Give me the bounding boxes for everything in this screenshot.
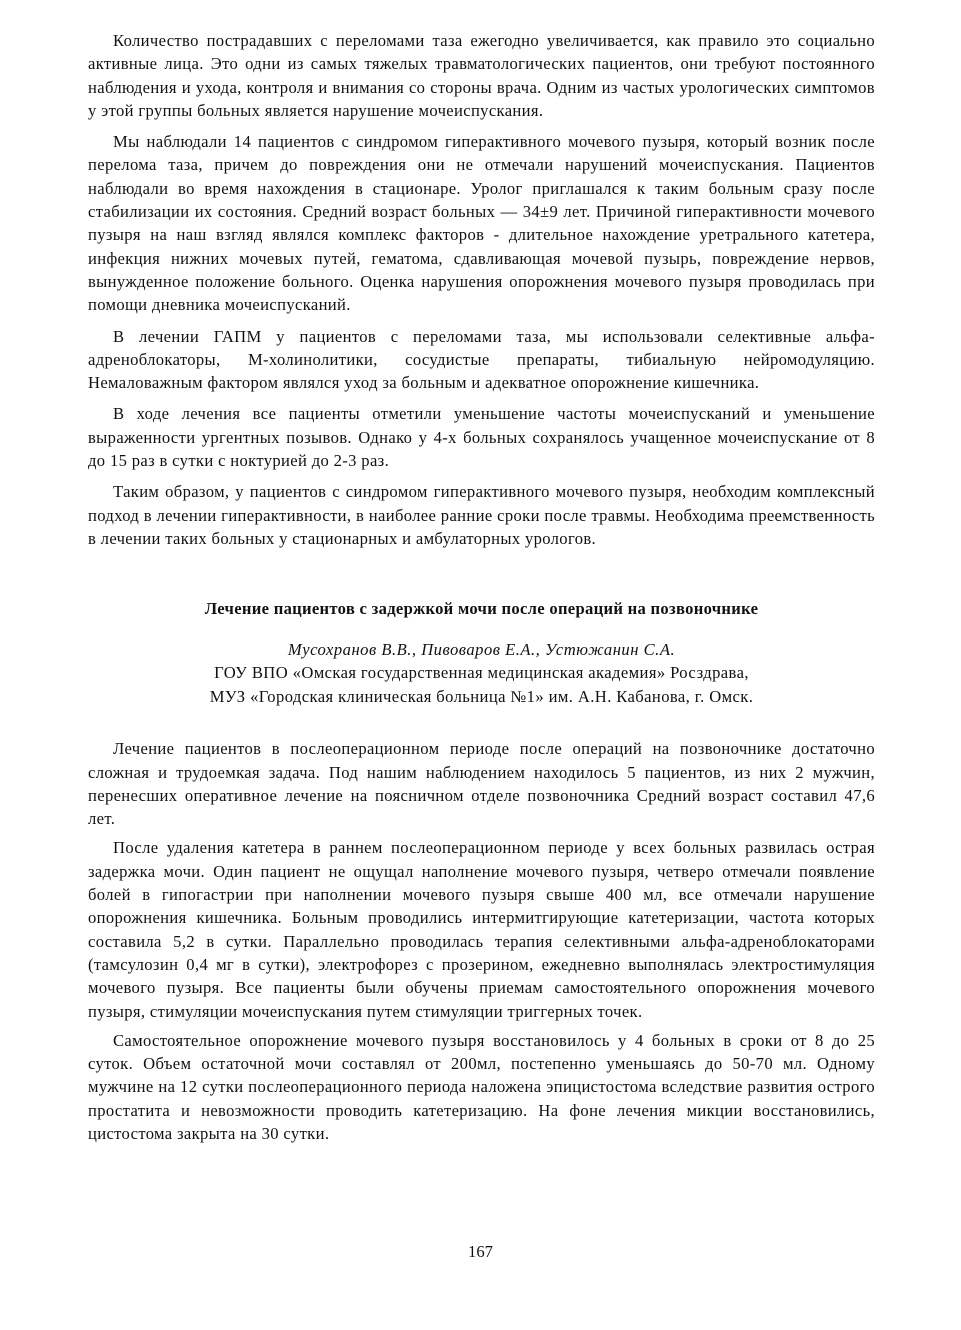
affiliation-block [88, 661, 875, 709]
body-paragraph: В ходе лечения все пациенты отметили уменьшение частоты мочеиспусканий и уменьшение выраженности ургентных позывов. Однако у 4-х больных сохранялось учащенное мочеиспускание от 8 до 15 раз в сутки с ноктурией до 2-3 раз. [88, 404, 875, 471]
body-paragraph: В лечении ГАПМ у пациентов с переломами таза, мы использовали селективные альфа-адреноблокаторы, М-холинолитики, сосудистые препараты, тибиальную нейромодуляцию. Немаловажным фактором являлся уход за больным и адекватное опорожнение кишечника. [88, 326, 875, 393]
article-authors: Мусохранов В.В., Пивоваров Е.А., Устюжанин С.А. [287, 640, 676, 660]
page-number: 167 [468, 1242, 493, 1261]
affiliation-line: ГОУ ВПО «Омская государственная медицинская академия» Росздрава, [214, 663, 749, 683]
body-paragraph: Самостоятельное опорожнение мочевого пузыря восстановилось у 4 больных в сроки от 8 до 25 суток. Объем остаточной мочи составлял от 200мл, постепенно уменьшаясь до 50-70 мл. Одному мужчине на 12 сутки послеоперационного периода наложена эпицистостома вследствие развития острого простатита и невозможности проводить катетеризацию. На фоне лечения микции восстановились, цистостома закрыта на 30 сутки. [88, 1030, 875, 1143]
body-paragraph: Количество пострадавших с переломами таза ежегодно увеличивается, как правило это социально активные лица. Это одни из самых тяжелых травматологических пациентов, они требуют постоянного наблюдения и ухода, контроля и внимания со стороны врача. Одним из частых урологических симптомов у этой группы больных является нарушение мочеиспускания. [88, 31, 875, 120]
body-paragraph: Таким образом, у пациентов с синдромом гиперактивного мочевого пузыря, необходим комплексный подход в лечении гиперактивности, в наиболее ранние сроки после травмы. Необходима преемственность в лечении таких больных у стационарных и амбулаторных урологов. [88, 482, 875, 548]
article-previous-continuation [88, 29, 875, 550]
affiliation-line: МУЗ «Городская клиническая больница №1» им. А.Н. Кабанова, г. Омск. [209, 687, 754, 707]
body-paragraph: Лечение пациентов в послеоперационном периоде после операций на позвоночнике достаточно сложная и трудоемкая задача. Под нашим наблюдением находилось 5 пациентов, из них 2 мужчин, перенесших оперативное лечение на поясничном отделе позвоночника Средний возраст составил 47,6 лет. [88, 739, 875, 829]
article-title: Лечение пациентов с задержкой мочи после операций на позвоночнике [204, 599, 759, 619]
body-paragraph: После удаления катетера в раннем послеоперационном периоде у всех больных развилась острая задержка мочи. Один пациент не ощущал наполнение мочевого пузыря, четверо отмечали появление болей в гипогастрии при наполнении мочевого пузыря свыше 400 мл, все отмечали нарушение опорожнения кишечника. Больным проводились интермитгирующие катетеризации, частота которых составила 5,2 в сутки. Параллельно проводилась терапия селективными альфа-адреноблокаторами (тамсулозин 0,4 мг в сутки), электрофорез с прозерином, ежедневно выполнялась электростимуляция мочевого пузыря. Все пациенты были обучены приемам самостоятельного опорожнения мочевого пузыря, стимуляции мочеиспускания путем стимуляции триггерных точек. [88, 838, 875, 1021]
body-paragraph: Мы наблюдали 14 пациентов с синдромом гиперактивного мочевого пузыря, который возник после перелома таза, причем до повреждения они не отмечали нарушений мочеиспускания. Пациентов наблюдали во время нахождения в стационаре. Уролог приглашался к таким больным сразу после стабилизации их состояния. Средний возраст больных — 34±9 лет. Причиной гиперактивности мочевого пузыря на наш взгляд являлся комплекс факторов - длительное нахождение уретрального катетера, инфекция нижних мочевых путей, гематома, сдавливающая мочевой пузырь, повреждение нервов, вынужденное положение больного. Оценка нарушения опорожнения мочевого пузыря проводилась при помощи дневника мочеиспусканий. [88, 132, 875, 315]
article-spine-surgery-urinary-retention [88, 597, 875, 1145]
